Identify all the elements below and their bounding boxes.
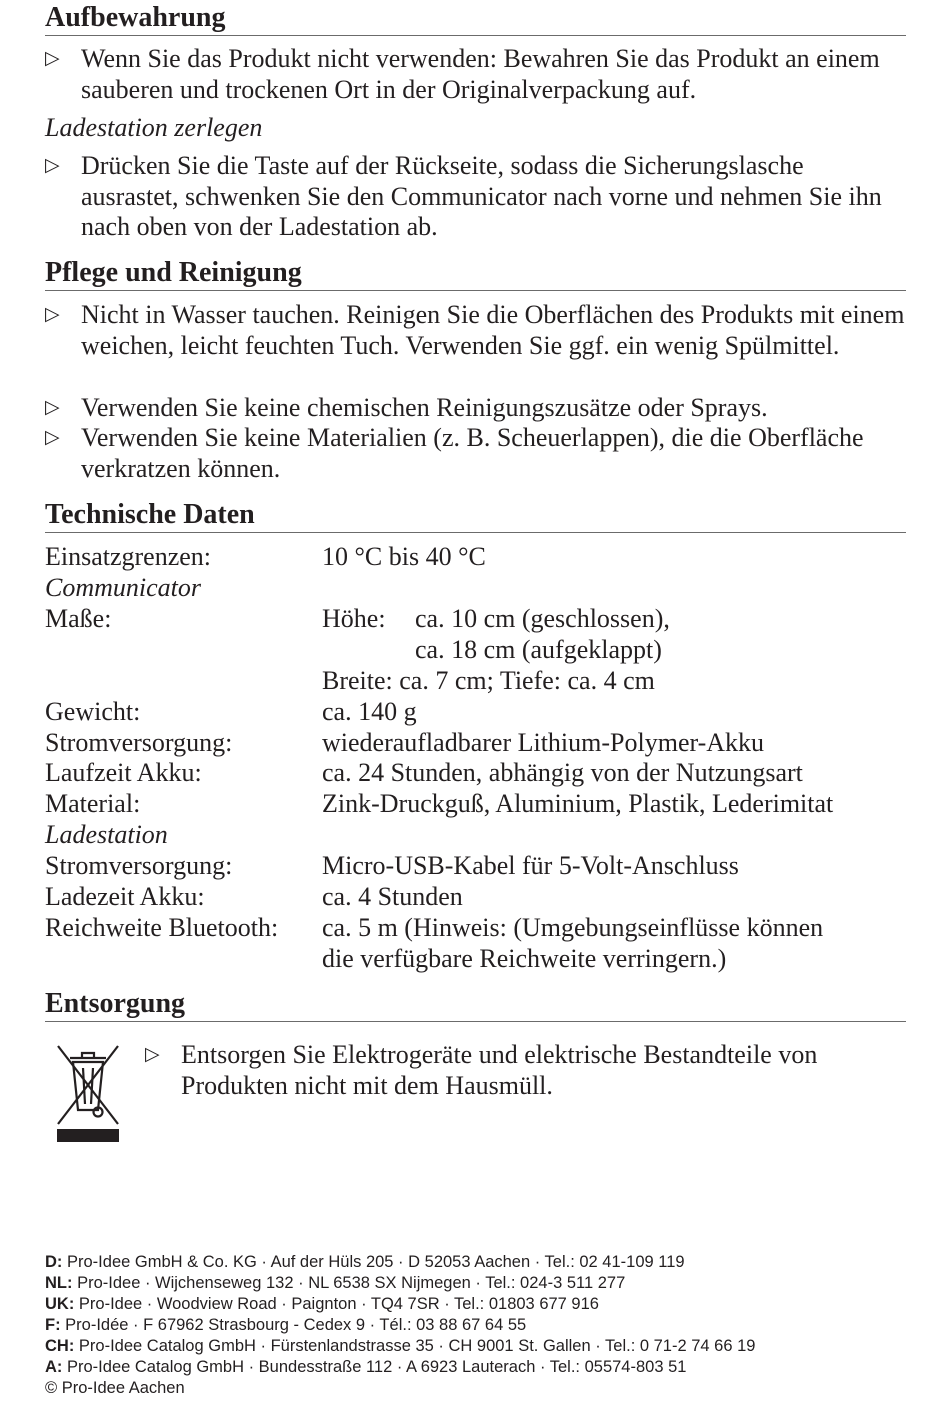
spec-temp-label: Einsatzgrenzen: <box>45 542 212 571</box>
storage-bullet-2 <box>45 151 906 243</box>
spec-dims-label: Maße: <box>45 604 112 633</box>
spec-runtime-value: ca. 24 Stunden, abhängig von der Nutzungsart <box>322 758 803 787</box>
bullet-triangle-icon: ▷ <box>45 427 60 448</box>
footer-address-row <box>45 1273 925 1294</box>
spec-temp-value: 10 °C bis 40 °C <box>322 542 486 571</box>
footer-country-code: A: <box>45 1358 63 1376</box>
bullet-triangle-icon: ▷ <box>145 1044 160 1065</box>
footer-country-code: CH: <box>45 1337 75 1355</box>
bullet-triangle-icon: ▷ <box>45 397 60 418</box>
specs-heading: Technische Daten <box>45 499 906 533</box>
care-heading: Pflege und Reinigung <box>45 257 906 291</box>
spec-station-power-label: Stromversorgung: <box>45 851 233 880</box>
care-bullet-1 <box>45 300 906 361</box>
care-bullet-1-text: Nicht in Wasser tauchen. Reinigen Sie die Oberflächen des Produkts mit einem weichen, leicht feuchten Tuch. Verwenden Sie ggf. ein wenig Spülmittel. <box>81 300 905 360</box>
care-bullet-3-text: Verwenden Sie keine Materialien (z. B. Scheuerlappen), die die Oberfläche verkratzen können. <box>81 423 864 483</box>
footer-address-row <box>45 1336 925 1357</box>
bullet-triangle-icon: ▷ <box>45 304 60 325</box>
disposal-heading: Entsorgung <box>45 988 906 1022</box>
footer-address-row <box>45 1357 925 1378</box>
spec-material-label: Material: <box>45 789 141 818</box>
spec-station-power-value: Micro-USB-Kabel für 5-Volt-Anschluss <box>322 851 739 880</box>
footer-country-code: NL: <box>45 1274 73 1292</box>
footer-address-text: Pro-Idee GmbH & Co. KG · Auf der Hüls 205 · D 52053 Aachen · Tel.: 02 41-109 119 <box>62 1253 685 1271</box>
disposal-bullet-1-text: Entsorgen Sie Elektrogeräte und elektrische Bestandteile von Produkten nicht mit dem Hausmüll. <box>181 1040 818 1100</box>
care-bullet-2 <box>45 393 906 424</box>
footer-address-row <box>45 1315 925 1336</box>
storage-heading: Aufbewahrung <box>45 2 906 36</box>
spec-runtime-label: Laufzeit Akku: <box>45 758 202 787</box>
footer-address-row <box>45 1252 925 1273</box>
spec-charge-value: ca. 4 Stunden <box>322 882 463 911</box>
spec-range-label: Reichweite Bluetooth: <box>45 913 279 942</box>
care-bullet-2-text: Verwenden Sie keine chemischen Reinigungszusätze oder Sprays. <box>81 393 768 422</box>
communicator-subheading: Communicator <box>45 573 201 602</box>
storage-bullet-2-text: Drücken Sie die Taste auf der Rückseite, sodass die Sicherungslasche ausrastet, schwenken Sie den Communicator nach vorne und nehmen Sie ihn nach oben von der Ladestation ab. <box>81 151 882 241</box>
spec-charge-label: Ladezeit Akku: <box>45 882 205 911</box>
spec-range-value-2: die verfügbare Reichweite verringern.) <box>322 944 727 973</box>
spec-power-label: Stromversorgung: <box>45 728 233 757</box>
storage-bullet-1-text: Wenn Sie das Produkt nicht verwenden: Bewahren Sie das Produkt an einem sauberen und trockenen Ort in der Originalverpackung auf. <box>81 44 880 104</box>
spec-material-value: Zink-Druckguß, Aluminium, Plastik, Lederimitat <box>322 789 834 818</box>
spec-weight-value: ca. 140 g <box>322 697 417 726</box>
disposal-bullet-1 <box>145 1040 905 1101</box>
footer-address-text: Pro-Idée · F 67962 Strasbourg - Cedex 9 · Tél.: 03 88 67 64 55 <box>60 1316 527 1334</box>
bullet-triangle-icon: ▷ <box>45 48 60 69</box>
spec-dims-height-open: ca. 18 cm (aufgeklappt) <box>415 635 662 664</box>
footer-address-text: Pro-Idee · Woodview Road · Paignton · TQ4 7SR · Tel.: 01803 677 916 <box>74 1295 599 1313</box>
spec-dims-height-closed: ca. 10 cm (geschlossen), <box>415 604 670 633</box>
weee-crossed-bin-icon <box>52 1040 124 1144</box>
station-subheading: Ladestation <box>45 820 168 849</box>
footer-country-code: F: <box>45 1316 61 1334</box>
footer-country-code: UK: <box>45 1295 75 1313</box>
footer-address-row <box>45 1294 925 1315</box>
disassembly-subheading: Ladestation zerlegen <box>45 113 263 142</box>
bullet-triangle-icon: ▷ <box>45 155 60 176</box>
footer-addresses <box>45 1252 925 1399</box>
footer-copyright-text: © Pro-Idee Aachen <box>45 1379 185 1397</box>
spec-weight-label: Gewicht: <box>45 697 141 726</box>
footer-country-code: D: <box>45 1253 63 1271</box>
spec-dims-width-depth: Breite: ca. 7 cm; Tiefe: ca. 4 cm <box>322 666 655 695</box>
storage-bullet-1 <box>45 44 906 105</box>
footer-address-text: Pro-Idee Catalog GmbH · Bundesstraße 112 · A 6923 Lauterach · Tel.: 05574-803 51 <box>62 1358 687 1376</box>
footer-address-text: Pro-Idee Catalog GmbH · Fürstenlandstrasse 35 · CH 9001 St. Gallen · Tel.: 0 71-2 74 66 19 <box>74 1337 756 1355</box>
spec-range-value-1: ca. 5 m (Hinweis: (Umgebungseinflüsse können <box>322 913 824 942</box>
footer-copyright <box>45 1378 925 1399</box>
spec-dims-height-label: Höhe: <box>322 604 386 633</box>
spec-power-value: wiederaufladbarer Lithium-Polymer-Akku <box>322 728 765 757</box>
footer-address-text: Pro-Idee · Wijchenseweg 132 · NL 6538 SX Nijmegen · Tel.: 024-3 511 277 <box>72 1274 626 1292</box>
care-bullet-3 <box>45 423 906 484</box>
